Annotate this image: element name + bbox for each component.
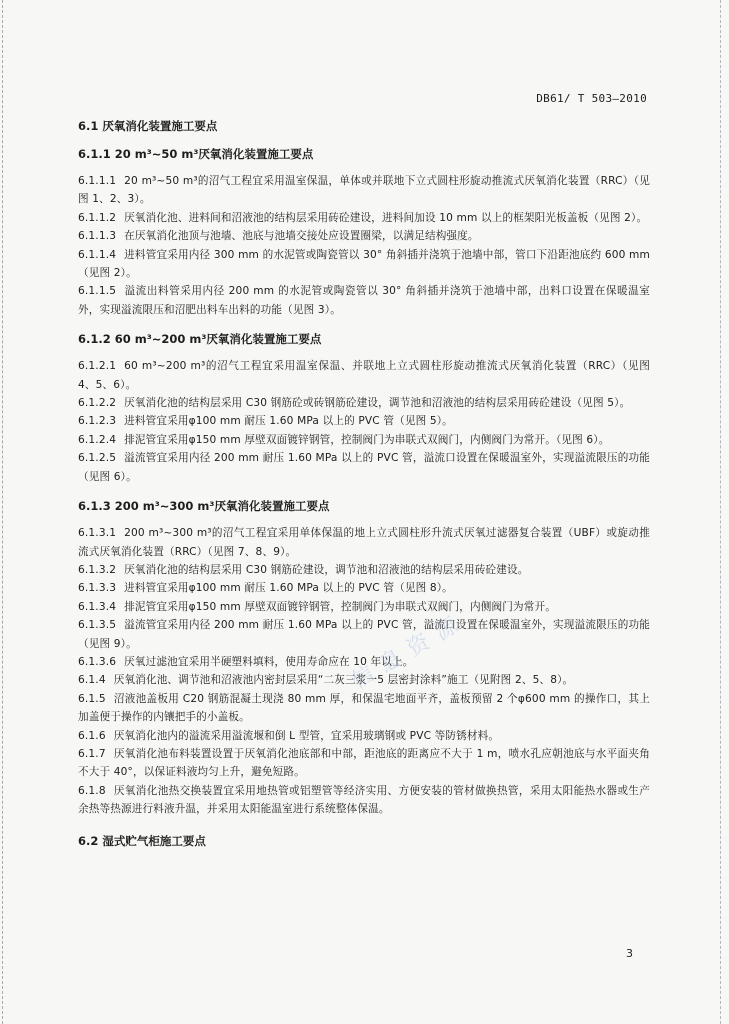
subsection-heading: 6.1.1 20 m³~50 m³厌氧消化装置施工要点 <box>78 147 314 161</box>
section-heading: 6.1 厌氧消化装置施工要点 <box>78 119 218 133</box>
clause-number: 6.1.3.2 <box>78 563 117 576</box>
clause-paragraph <box>78 449 650 486</box>
clause-number: 6.1.1.4 <box>78 248 117 261</box>
clause-paragraph <box>78 209 650 227</box>
clause-number: 6.1.3.6 <box>78 655 117 668</box>
clause-paragraph <box>78 412 650 430</box>
clause-paragraph <box>78 431 650 449</box>
clause-number: 6.1.2.2 <box>78 397 117 410</box>
clause-paragraph <box>78 246 650 283</box>
page-number: 3 <box>626 947 633 960</box>
clause-paragraph <box>78 690 650 727</box>
clause-paragraph <box>78 394 650 412</box>
clause-text: 进料管宜采用内径 300 mm 的水泥管或陶瓷管以 30° 角斜插并浇筑于池墙中部，管口下沿距池底约 600 mm（见图 2）。 <box>78 248 650 280</box>
section-heading: 6.2 湿式贮气柜施工要点 <box>78 833 206 848</box>
clause-text: 200 m³~300 m³的沼气工程宜采用单体保温的地上立式圆柱形升流式厌氧过滤器复合装置（UBF）或旋动推流式厌氧消化装置（RRC）（见图 7、8、9）。 <box>78 527 650 558</box>
clause-paragraph <box>78 172 650 209</box>
clause-paragraph <box>78 616 650 653</box>
clause-text: 60 m³~200 m³的沼气工程宜采用温室保温、并联地上立式圆柱形旋动推流式厌氧消化装置（RRC）（见图 4、5、6）。 <box>78 360 650 391</box>
clause-number: 6.1.6 <box>78 729 106 742</box>
clause-paragraph <box>78 282 650 319</box>
clause-paragraph <box>78 579 650 597</box>
clause-number: 6.1.1.5 <box>78 285 117 298</box>
clause-text: 厌氧消化池、进料间和沼液池的结构层采用砖砼建设，进料间加设 10 mm 以上的框架阳光板盖板（见图 2）。 <box>124 211 648 224</box>
clause-text: 厌氧消化池的结构层采用 C30 钢筋砼建设，调节池和沼液池的结构层采用砖砼建设。 <box>124 563 529 576</box>
clause-text: 厌氧消化池内的溢流采用溢流堰和倒 L 型管，宜采用玻璃钢或 PVC 等防锈材料。 <box>113 729 500 742</box>
clause-text: 厌氧消化池、调节池和沼液池内密封层采用“二灰三浆一5 层密封涂料”施工（见附图 2、5、8）。 <box>113 674 574 687</box>
clause-paragraph <box>78 598 650 616</box>
clause-text: 厌氧消化池热交换装置宜采用地热管或铝塑管等经济实用、方便安装的管材做换热管，采用太阳能热水器或生产余热等热源进行料液升温，并采用太阳能温室进行系统整体保温。 <box>78 784 650 816</box>
clause-number: 6.1.2.4 <box>78 433 117 446</box>
clause-number: 6.1.2.5 <box>78 452 117 465</box>
clause-text: 排泥管宜采用φ150 mm 厚壁双面镀锌钢管，控制阀门为串联式双阀门，内侧阀门为常开。 <box>124 600 556 613</box>
subsection-heading: 6.1.2 60 m³~200 m³厌氧消化装置施工要点 <box>78 332 322 347</box>
clause-paragraph <box>78 745 650 782</box>
clause-text: 沼液池盖板用 C20 钢筋混凝土现浇 80 mm 厚，和保温宅地面平齐，盖板预留 2 个φ600 mm 的操作口，其上加盖便于操作的内镶把手的小盖板。 <box>78 692 650 724</box>
clause-number: 6.1.1.3 <box>78 230 117 243</box>
clause-text: 溢流出料管采用内径 200 mm 的水泥管或陶瓷管以 30° 角斜插并浇筑于池墙中部，出料口设置在保暖温室外，实现溢流限压和沼肥出料车出料的功能（见图 3）。 <box>78 285 650 316</box>
clause-number: 6.1.8 <box>78 784 106 797</box>
clause-paragraph <box>78 782 650 819</box>
scan-edge-right <box>718 0 721 1024</box>
clause-text: 20 m³~50 m³的沼气工程宜采用温室保温，单体或并联地下立式圆柱形旋动推流式厌氧消化装置（RRC）（见图 1、2、3）。 <box>78 175 650 206</box>
clause-number: 6.1.3.4 <box>78 600 117 613</box>
clause-text: 进料管宜采用φ100 mm 耐压 1.60 MPa 以上的 PVC 管（见图 5）。 <box>124 415 453 428</box>
clause-text: 排泥管宜采用φ150 mm 厚壁双面镀锌钢管，控制阀门为串联式双阀门，内侧阀门为常开。（见图 6）。 <box>124 433 610 446</box>
watermark: 信息资源 <box>347 608 471 694</box>
document-code: DB61/ T 503—2010 <box>536 92 647 105</box>
clause-paragraph <box>78 357 650 394</box>
clause-text: 溢流管宜采用内径 200 mm 耐压 1.60 MPa 以上的 PVC 管，溢流口设置在保暖温室外，实现溢流限压的功能（见图 6）。 <box>78 452 650 483</box>
clause-number: 6.1.3.1 <box>78 527 117 540</box>
subsection-heading: 6.1.3 200 m³~300 m³厌氧消化装置施工要点 <box>78 499 330 514</box>
scan-edge-left <box>2 0 6 1024</box>
clause-number: 6.1.5 <box>78 692 106 705</box>
clause-paragraph <box>78 227 650 245</box>
clause-number: 6.1.2.1 <box>78 360 117 373</box>
clause-number: 6.1.3.3 <box>78 582 117 595</box>
clause-text: 厌氧过滤池宜采用半硬塑料填料，使用寿命应在 10 年以上。 <box>124 655 414 668</box>
clause-text: 厌氧消化池的结构层采用 C30 钢筋砼或砖钢筋砼建设，调节池和沼液池的结构层采用砖砼建设（见图 5）。 <box>124 397 631 410</box>
clause-text: 厌氧消化池布料装置设置于厌氧消化池底部和中部，距池底的距离应不大于 1 m，喷水孔应朝池底与水平面夹角不大于 40°，以保证料液均匀上升，避免短路。 <box>78 747 650 779</box>
clause-text: 在厌氧消化池顶与池墙、池底与池墙交接处应设置圈梁，以满足结构强度。 <box>124 230 479 243</box>
clause-number: 6.1.4 <box>78 674 106 687</box>
clause-number: 6.1.2.3 <box>78 415 117 428</box>
clause-number: 6.1.1.1 <box>78 175 117 187</box>
clause-number: 6.1.1.2 <box>78 211 117 224</box>
clause-number: 6.1.7 <box>78 747 106 760</box>
clause-text: 溢流管宜采用内径 200 mm 耐压 1.60 MPa 以上的 PVC 管，溢流口设置在保暖温室外，实现溢流限压的功能（见图 9）。 <box>78 619 650 650</box>
clause-paragraph <box>78 727 650 745</box>
clause-number: 6.1.3.5 <box>78 619 117 632</box>
document-body <box>78 118 650 861</box>
clause-text: 进料管宜采用φ100 mm 耐压 1.60 MPa 以上的 PVC 管（见图 8）。 <box>124 582 453 595</box>
